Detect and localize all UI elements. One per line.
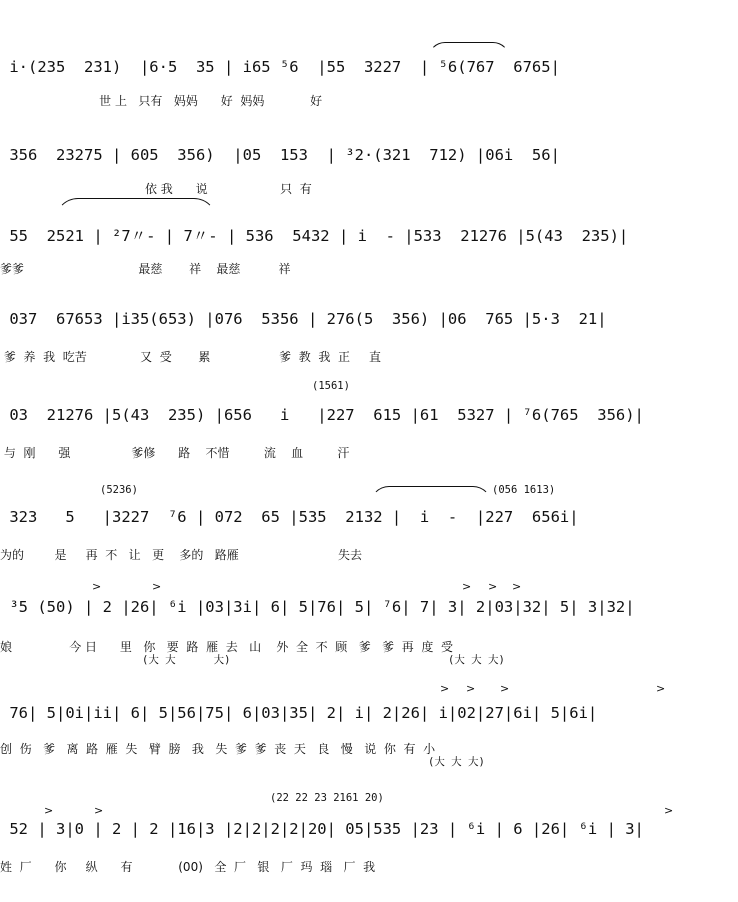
lyrics-line: 创 伤 爹 离 路 雁 失 臂 膀 我 失 爹 爹 丧 天 良 慢 说 你 有 小 [0, 742, 436, 756]
notation-line: i·(235 231) |6·5 35 | i65 ⁵6 |55 3227 | ⁵6(767 6765| [0, 58, 560, 76]
bracket-annotation: (056 1613) [492, 484, 556, 496]
score-row-5 [0, 378, 738, 468]
score-row-9 [0, 786, 738, 902]
notation-line: 03 21276 |5(43 235) |656 i |227 615 |61 5327 | ⁷6(765 356)| [0, 406, 644, 424]
lyrics-line: 与 刚 强 爹修 路 不惜 流 血 汗 [0, 446, 350, 460]
lyrics-line: 为的 是 再 不 让 更 多的 路雁 失去 [0, 548, 362, 562]
notation-line: 76| 5|0i|ii| 6| 5|56|75| 6|03|35| 2| i| 2|26| i|02|27|6i| 5|6i| [0, 704, 598, 722]
accent-mark: > [44, 804, 54, 817]
notation-line: 037 67653 |i35(653) |076 5356 | 276(5 356) |06 765 |5·3 21| [0, 310, 607, 328]
slur [428, 42, 510, 59]
lyrics-line: 依 我 说 只 有 [0, 182, 312, 196]
lyrics-line: 姓 厂 你 纵 有 (00) 全 厂 银 厂 玛 瑙 厂 我 [0, 860, 376, 874]
accent-mark: > [466, 682, 476, 695]
bracket-annotation: (大 大 大) [142, 654, 231, 666]
notation-line: ³5 (50) | 2 |26| ⁶i |03|3i| 6| 5|76| 5| ⁷6| 7| 3| 2|03|32| 5| 3|32| [0, 598, 635, 616]
notation-line: 55 2521 | ²7〃- | 7〃- | 536 5432 | i - |533 21276 |5(43 235)| [0, 227, 629, 245]
lyrics-line: 娘 今 日 里 你 要 路 雁 去 山 外 全 不 顾 爹 爹 再 度 受 [0, 640, 454, 654]
score-row-2 [0, 128, 738, 208]
bracket-annotation: (5236) [100, 484, 138, 496]
notation-line: 356 23275 | 605 356) |05 153 | ³2·(321 712) |06i 56| [0, 146, 560, 164]
accent-mark: > [440, 682, 450, 695]
accent-mark: > [152, 580, 162, 593]
lyrics-line: 世 上 只有 妈妈 好 妈妈 好 [0, 94, 323, 108]
bracket-annotation: (大 大 大) [448, 654, 505, 666]
score-row-1 [0, 40, 738, 120]
bracket-annotation: (大 大 大) [428, 756, 485, 768]
accent-mark: > [92, 580, 102, 593]
notation-line: 323 5 |3227 ⁷6 | 072 65 |535 2132 | i - |227 656i| [0, 508, 579, 526]
lyrics-line: 爹 养 我 吃苦 又 受 累 爹 教 我 正 直 [0, 350, 382, 364]
lyrics-line: 爹爹 最慈 祥 最慈 祥 [0, 262, 291, 276]
accent-mark: > [94, 804, 104, 817]
score-row-3 [0, 206, 738, 286]
score-row-7 [0, 580, 738, 680]
slur [55, 198, 217, 221]
slur [370, 486, 492, 505]
accent-mark: > [512, 580, 522, 593]
accent-mark: > [664, 804, 674, 817]
score-row-6 [0, 478, 738, 568]
accent-mark: > [462, 580, 472, 593]
score-row-8 [0, 682, 738, 782]
accent-mark: > [656, 682, 666, 695]
notation-line: 52 | 3|0 | 2 | 2 |16|3 |2|2|2|2|20| 05|535 |23 | ⁶i | 6 |26| ⁶i | 3| [0, 820, 644, 838]
bracket-annotation: (1561) [312, 380, 350, 392]
accent-mark: > [500, 682, 510, 695]
bracket-annotation: (22 22 23 2161 20) [270, 792, 384, 804]
accent-mark: > [488, 580, 498, 593]
score-row-4 [0, 298, 738, 378]
